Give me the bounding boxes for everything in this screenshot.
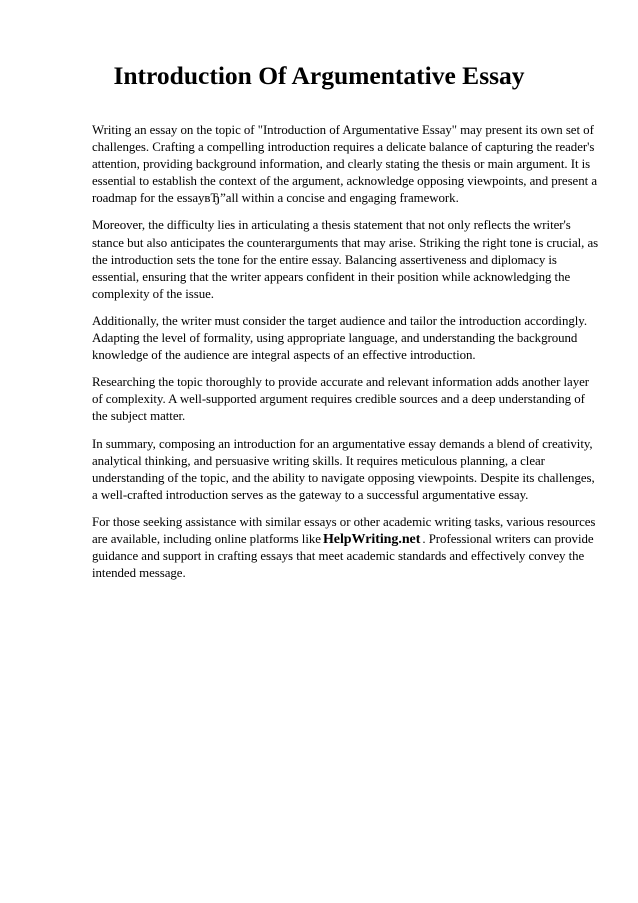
paragraph-target-audience: Additionally, the writer must consider the target audience and tailor the introduction accordingly. Adapting the level of formality, using appropriate language, and understanding the background knowledge of the audience are integral aspects of an effective introduction. [92,313,588,363]
paragraph-summary: In summary, composing an introduction for an argumentative essay demands a blend of creativity, analytical thinking, and persuasive writing skills. It requires meticulous planning, a clear understanding of the topic, and the ability to navigate opposing viewpoints. Despite its challenges, a well-crafted introduction serves as the gateway to a successful argumentative essay. [92,436,595,502]
paragraph-thesis-difficulty: Moreover, the difficulty lies in articulating a thesis statement that not only reflects the writer's stance but also anticipates the counterarguments that may arise. Striking the right tone is crucial, as the introduction sets the tone for the entire essay. Balancing assertiveness and diplomacy is essential, ensuring that the writer appears confident in their position while acknowledging the complexity of the issue. [92,218,599,301]
paragraph-intro-challenges: Writing an essay on the topic of "Introduction of Argumentative Essay" may present its own set of challenges. Crafting a compelling introduction requires a delicate balance of capturing the reader's attention, providing background information, and clearly stating the thesis or main argument. It is essential to establish the context of the argument, acknowledge opposing viewpoints, and present a roadmap for the essayвЂ”all within a concise and engaging framework. [92,123,597,206]
document-title: Introduction Of Argumentative Essay [113,61,525,90]
closing-text-before: For those seeking assistance with similar essays or other academic writing tasks, various resources are available, including online platforms like [92,514,596,546]
helpwriting-link[interactable]: HelpWriting.net [322,531,421,547]
document-body [92,122,600,592]
paragraph-closing [92,514,600,582]
closing-text-after: . Professional writers can provide guidance and support in crafting essays that meet academic standards and effectively convey the intended message. [92,531,594,581]
paragraph-research: Researching the topic thoroughly to provide accurate and relevant information adds another layer of complexity. A well-supported argument requires credible sources and a deep understanding of the subject matter. [92,375,590,424]
